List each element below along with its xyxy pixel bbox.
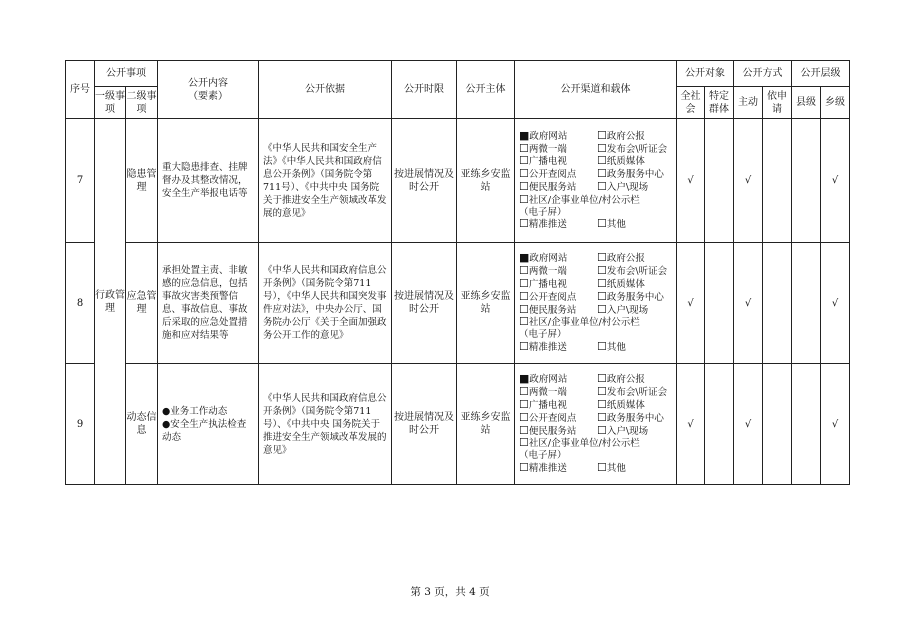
row-seq: 7 — [66, 119, 95, 243]
checkbox-empty: ☐ — [597, 217, 607, 231]
header-method: 公开方式 — [734, 61, 792, 87]
mark-town: √ — [821, 364, 850, 485]
checkbox-checked: ■ — [519, 128, 530, 142]
checkbox-empty: ☐ — [519, 289, 529, 303]
row-subject: 亚练乡安监站 — [457, 119, 515, 243]
channel-precise: 精准推送 — [528, 219, 567, 231]
header-level: 公开层级 — [792, 61, 850, 87]
mark-all: √ — [677, 364, 705, 485]
channel-two-micro: 两微一端 — [528, 387, 567, 399]
row-basis: 《中华人民共和国政府信息公开条例》（国务院令第711号），《中华人民共和国突发事件应对法》，中央办公厅、国务院办公厅《关于全面加强政务公开工作的意见》 — [259, 243, 392, 364]
channel-list — [515, 119, 677, 243]
channel-convenience: 便民服务站 — [528, 182, 577, 193]
header-basis: 公开依据 — [259, 61, 392, 119]
mark-specific — [705, 119, 734, 243]
channel-gov-gazette: 政府公报 — [606, 374, 645, 386]
checkbox-empty: ☐ — [597, 276, 607, 290]
header-target-all: 全社会 — [677, 87, 705, 119]
mark-specific — [705, 243, 734, 364]
header-level1: 一级事项 — [95, 87, 126, 119]
header-matter: 公开事项 — [95, 61, 158, 87]
mark-request — [763, 243, 792, 364]
channel-broadcast: 广播电视 — [528, 278, 567, 290]
checkbox-empty: ☐ — [597, 302, 607, 316]
mark-active: √ — [734, 119, 763, 243]
mark-town: √ — [821, 119, 850, 243]
mark-specific — [705, 364, 734, 485]
channel-service-center: 政务服务中心 — [606, 291, 664, 303]
mark-county — [792, 243, 821, 364]
checkbox-empty: ☐ — [597, 410, 607, 424]
checkbox-empty: ☐ — [519, 410, 529, 424]
channel-reading: 公开查阅点 — [528, 169, 577, 181]
header-method-request: 依申请 — [763, 87, 792, 119]
row-time: 按进展情况及时公开 — [392, 364, 457, 485]
row-content: 承担处置主责、非敏感的应急信息，包括事故灾害类预警信息、事故信息、事故后采取的应急处置措施和应对结果等 — [158, 243, 259, 364]
channel-screen: （电子屏） — [519, 329, 567, 341]
channel-gov-gazette: 政府公报 — [606, 130, 645, 142]
mark-active: √ — [734, 243, 763, 364]
row-content: 重大隐患排查、挂牌督办及其整改情况，安全生产举报电话等 — [158, 119, 259, 243]
checkbox-empty: ☐ — [519, 264, 529, 278]
header-content-main: 公开内容 — [188, 77, 228, 89]
channel-paper: 纸质媒体 — [606, 156, 645, 168]
checkbox-empty: ☐ — [597, 251, 607, 265]
channel-screen: （电子屏） — [519, 450, 567, 462]
channel-two-micro: 两微一端 — [528, 143, 567, 155]
checkbox-empty: ☐ — [519, 276, 529, 290]
channel-press: 发布会\听证会 — [606, 143, 668, 155]
header-content — [158, 61, 259, 119]
header-level-town: 乡级 — [821, 87, 850, 119]
channel-list — [515, 364, 677, 485]
checkbox-empty: ☐ — [597, 339, 607, 353]
channel-paper: 纸质媒体 — [606, 278, 645, 290]
header-method-active: 主动 — [734, 87, 763, 119]
channel-precise: 精准推送 — [528, 341, 567, 353]
checkbox-empty: ☐ — [519, 385, 529, 399]
checkbox-empty: ☐ — [597, 289, 607, 303]
channel-community: 社区/企事业单位/村公示栏 — [528, 317, 640, 329]
mark-county — [792, 119, 821, 243]
channel-convenience: 便民服务站 — [528, 425, 577, 437]
checkbox-empty: ☐ — [519, 302, 529, 316]
content-bullet-1: ●业务工作动态 — [162, 405, 228, 417]
header-target: 公开对象 — [677, 61, 734, 87]
channel-gov-site: 政府网站 — [529, 253, 568, 265]
row-content — [158, 364, 259, 485]
channel-broadcast: 广播电视 — [528, 399, 567, 411]
header-level2: 二级事项 — [126, 87, 158, 119]
channel-other: 其他 — [606, 219, 626, 231]
header-channels: 公开渠道和载体 — [515, 61, 677, 119]
row-subject: 亚练乡安监站 — [457, 364, 515, 485]
page-footer: 第 3 页，共 4 页 — [410, 586, 490, 598]
checkbox-empty: ☐ — [519, 167, 529, 181]
checkbox-empty: ☐ — [519, 423, 529, 437]
row-basis: 《中华人民共和国安全生产法》《中华人民共和国政府信息公开条例》（国务院令第711号）、《中共中央 国务院关于推进安全生产领域改革发展的意见》 — [259, 119, 392, 243]
mark-request — [763, 119, 792, 243]
level1-cell: 行政管理 — [95, 119, 126, 485]
checkbox-empty: ☐ — [597, 167, 607, 181]
checkbox-checked: ■ — [519, 251, 530, 265]
channel-service-center: 政务服务中心 — [606, 169, 664, 181]
channel-reading: 公开查阅点 — [528, 291, 577, 303]
channel-press: 发布会\听证会 — [606, 266, 668, 278]
channel-door: 入户\现场 — [606, 425, 649, 437]
mark-county — [792, 364, 821, 485]
channel-other: 其他 — [606, 462, 626, 474]
mark-request — [763, 364, 792, 485]
mark-active: √ — [734, 364, 763, 485]
channel-community: 社区/企事业单位/村公示栏 — [528, 194, 640, 206]
checkbox-checked: ■ — [519, 372, 530, 386]
checkbox-empty: ☐ — [519, 192, 529, 206]
row-time: 按进展情况及时公开 — [392, 243, 457, 364]
channel-screen: （电子屏） — [519, 206, 567, 218]
header-target-specific: 特定群体 — [705, 87, 734, 119]
checkbox-empty: ☐ — [519, 315, 529, 329]
disclosure-table — [65, 60, 850, 485]
channel-community: 社区/企事业单位/村公示栏 — [528, 438, 640, 450]
checkbox-empty: ☐ — [597, 397, 607, 411]
channel-door: 入户\现场 — [606, 182, 649, 193]
channel-broadcast: 广播电视 — [528, 156, 567, 168]
checkbox-empty: ☐ — [597, 128, 607, 142]
row-seq: 9 — [66, 364, 95, 485]
row-level2: 隐患管理 — [126, 119, 158, 243]
checkbox-empty: ☐ — [597, 423, 607, 437]
row-basis: 《中华人民共和国政府信息公开条例》（国务院令第711号）、《中共中央 国务院关于推进安全生产领域改革发展的意见》 — [259, 364, 392, 485]
channel-gov-site: 政府网站 — [529, 374, 568, 386]
row-seq: 8 — [66, 243, 95, 364]
checkbox-empty: ☐ — [519, 180, 529, 193]
mark-all: √ — [677, 243, 705, 364]
content-bullet-2: ●安全生产执法检查动态 — [162, 418, 247, 443]
checkbox-empty: ☐ — [519, 460, 529, 474]
table-row — [66, 119, 850, 243]
row-level2: 应急管理 — [126, 243, 158, 364]
header-level-county: 县级 — [792, 87, 821, 119]
checkbox-empty: ☐ — [597, 460, 607, 474]
header-seq: 序号 — [66, 61, 95, 119]
checkbox-empty: ☐ — [597, 372, 607, 386]
channel-gov-site: 政府网站 — [529, 130, 568, 142]
channel-list — [515, 243, 677, 364]
channel-press: 发布会\听证会 — [606, 387, 668, 399]
header-time: 公开时限 — [392, 61, 457, 119]
channel-precise: 精准推送 — [528, 462, 567, 474]
row-time: 按进展情况及时公开 — [392, 119, 457, 243]
row-subject: 亚练乡安监站 — [457, 243, 515, 364]
table-row — [66, 243, 850, 364]
checkbox-empty: ☐ — [519, 154, 529, 168]
header-subject: 公开主体 — [457, 61, 515, 119]
checkbox-empty: ☐ — [519, 141, 529, 155]
checkbox-empty: ☐ — [519, 397, 529, 411]
channel-gov-gazette: 政府公报 — [606, 253, 645, 265]
checkbox-empty: ☐ — [597, 180, 607, 193]
channel-two-micro: 两微一端 — [528, 266, 567, 278]
checkbox-empty: ☐ — [519, 436, 529, 450]
channel-reading: 公开查阅点 — [528, 412, 577, 424]
row-level2: 动态信息 — [126, 364, 158, 485]
channel-other: 其他 — [606, 341, 626, 353]
checkbox-empty: ☐ — [597, 154, 607, 168]
checkbox-empty: ☐ — [519, 339, 529, 353]
checkbox-empty: ☐ — [519, 217, 529, 231]
channel-door: 入户\现场 — [606, 304, 649, 316]
header-content-sub: （要素） — [188, 90, 228, 102]
checkbox-empty: ☐ — [597, 264, 607, 278]
checkbox-empty: ☐ — [597, 385, 607, 399]
channel-service-center: 政务服务中心 — [606, 412, 664, 424]
table-row — [66, 364, 850, 485]
channel-paper: 纸质媒体 — [606, 399, 645, 411]
mark-all: √ — [677, 119, 705, 243]
channel-convenience: 便民服务站 — [528, 304, 577, 316]
checkbox-empty: ☐ — [597, 141, 607, 155]
mark-town: √ — [821, 243, 850, 364]
header-row-1 — [66, 61, 850, 87]
